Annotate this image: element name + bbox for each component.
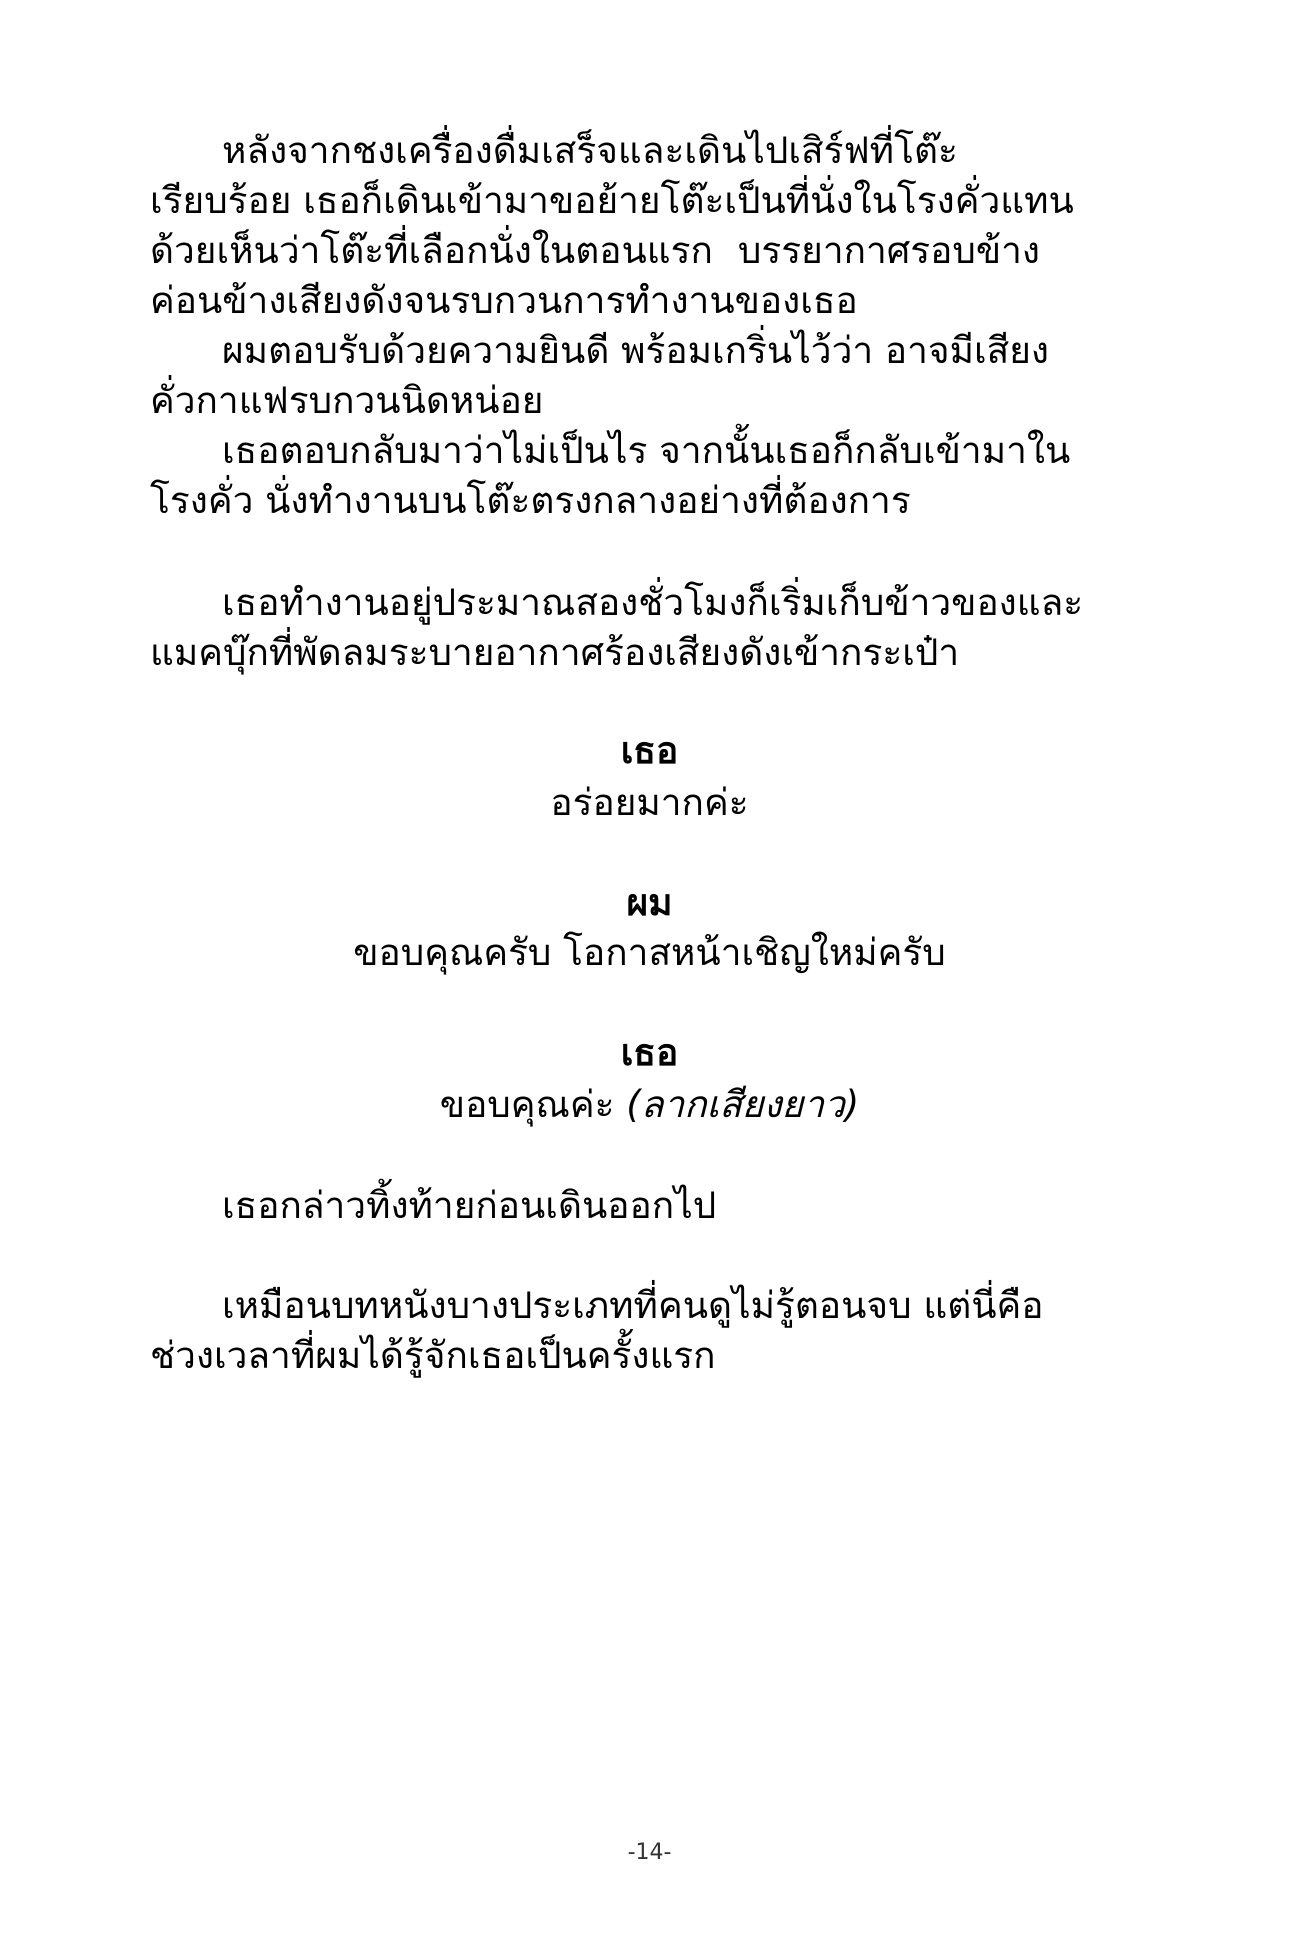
dialogue-speaker-3: เธอ xyxy=(620,1031,679,1074)
closing-paragraph-2-line-2: ช่วงเวลาที่ผมได้รู้จักเธอเป็นครั้งแรก xyxy=(150,1334,716,1377)
paragraph-1-line-3: ด้วยเห็นว่าโต๊ะที่เลือกนั่งในตอนแรก บรรยากาศรอบข้าง xyxy=(150,229,1040,272)
closing-paragraph-2-line-1: เหมือนบทหนังบางประเภทที่คนดูไม่รู้ตอนจบ แต่นี่คือ xyxy=(222,1284,1044,1327)
paragraph-4-line-1: เธอทำงานอยู่ประมาณสองชั่วโมงก็เริ่มเก็บข้าวของและ xyxy=(222,581,1084,624)
dialogue-speaker-1: เธอ xyxy=(620,729,679,772)
dialogue-line-3 xyxy=(0,1074,1299,1136)
paragraph-3-line-1: เธอตอบกลับมาว่าไม่เป็นไร จากนั้นเธอก็กลับเข้ามาใน xyxy=(222,429,1071,472)
paragraph-2-line-1: ผมตอบรับด้วยความยินดี พร้อมเกริ่นไว้ว่า อาจมีเสียง xyxy=(222,329,1049,372)
dialogue-speaker-2: ผม xyxy=(626,881,673,924)
page-number: -14- xyxy=(627,1840,672,1865)
dialogue-line-2: ขอบคุณครับ โอกาสหน้าเชิญใหม่ครับ xyxy=(353,931,946,974)
paragraph-2-line-2: คั่วกาแฟรบกวนนิดหน่อย xyxy=(150,379,544,422)
paragraph-3-line-2: โรงคั่ว นั่งทำงานบนโต๊ะตรงกลางอย่างที่ต้องการ xyxy=(150,479,911,522)
dialogue-line-1: อร่อยมากค่ะ xyxy=(550,781,749,824)
paragraph-4-line-2: แมคบุ๊กที่พัดลมระบายอากาศร้องเสียงดังเข้ากระเป๋า xyxy=(150,631,960,674)
paragraph-1-line-4: ค่อนข้างเสียงดังจนรบกวนการทำงานของเธอ xyxy=(150,279,858,322)
paragraph-1-line-1: หลังจากชงเครื่องดื่มเสร็จและเดินไปเสิร์ฟที่โต๊ะ xyxy=(222,129,958,172)
dialogue-stage-direction: (ลากเสียงยาว) xyxy=(626,1083,860,1126)
dialogue-line-3-text: ขอบคุณค่ะ xyxy=(439,1083,627,1126)
paragraph-1-line-2: เรียบร้อย เธอก็เดินเข้ามาขอย้ายโต๊ะเป็นที่นั่งในโรงคั่วแทน xyxy=(150,179,1074,222)
closing-paragraph-1-line-1: เธอกล่าวทิ้งท้ายก่อนเดินออกไป xyxy=(222,1184,717,1227)
